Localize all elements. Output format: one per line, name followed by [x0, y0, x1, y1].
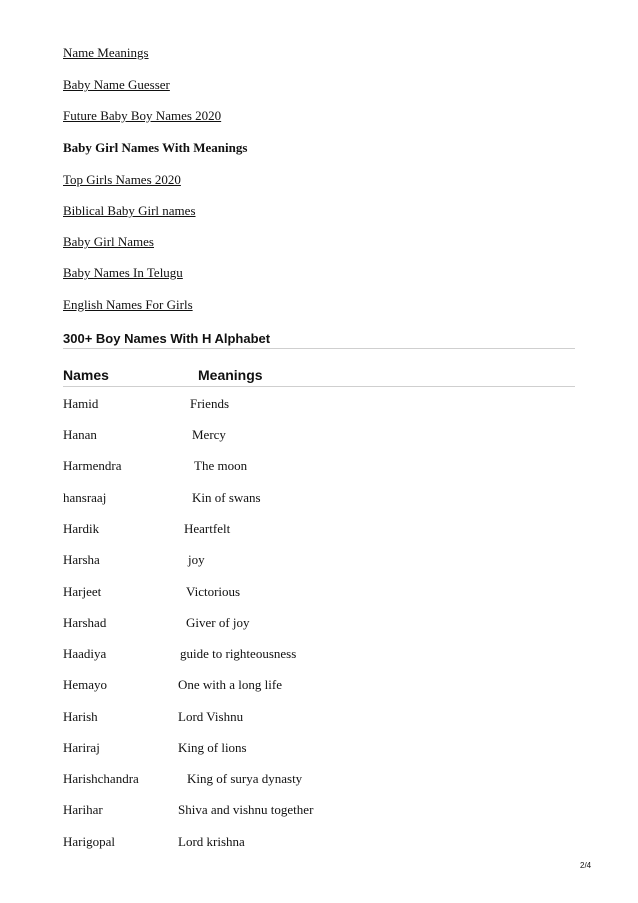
- table-row: [63, 646, 575, 666]
- section-heading: Baby Girl Names With Meanings: [63, 140, 248, 155]
- table-row: [63, 709, 575, 729]
- name-cell: Harmendra: [63, 458, 122, 473]
- meaning-cell: Mercy: [192, 427, 226, 442]
- table-row: [63, 834, 575, 854]
- link-baby-name-guesser[interactable]: Baby Name Guesser: [63, 77, 170, 92]
- meaning-cell: Friends: [190, 396, 229, 411]
- meaning-cell: Shiva and vishnu together: [178, 802, 314, 817]
- name-cell: hansraaj: [63, 490, 107, 505]
- name-cell: Harshad: [63, 615, 107, 630]
- meaning-cell: Lord krishna: [178, 834, 245, 849]
- name-cell: Hamid: [63, 396, 99, 411]
- title-divider: [63, 348, 575, 349]
- table-row: [63, 740, 575, 760]
- table-row: [63, 584, 575, 604]
- name-cell: Harjeet: [63, 584, 102, 599]
- table-row: [63, 490, 575, 510]
- link-top-girls-names-2020[interactable]: Top Girls Names 2020: [63, 172, 181, 187]
- meaning-cell: One with a long life: [178, 677, 282, 692]
- link-future-baby-boy-names-2020[interactable]: Future Baby Boy Names 2020: [63, 108, 222, 123]
- meaning-cell: Lord Vishnu: [178, 709, 244, 724]
- name-cell: Hanan: [63, 427, 97, 442]
- table-title: 300+ Boy Names With H Alphabet: [63, 331, 271, 346]
- meaning-cell: Heartfelt: [184, 521, 231, 536]
- table-row: [63, 396, 575, 416]
- name-cell: Harigopal: [63, 834, 115, 849]
- header-divider: [63, 386, 575, 387]
- name-cell: Harihar: [63, 802, 103, 817]
- table-row: [63, 552, 575, 572]
- name-cell: Haadiya: [63, 646, 107, 661]
- meaning-cell: King of surya dynasty: [187, 771, 303, 786]
- link-name-meanings[interactable]: Name Meanings: [63, 45, 149, 60]
- name-cell: Harishchandra: [63, 771, 139, 786]
- meaning-cell: King of lions: [178, 740, 247, 755]
- table-row: [63, 521, 575, 541]
- meaning-cell: Giver of joy: [186, 615, 250, 630]
- name-cell: Harish: [63, 709, 98, 724]
- link-biblical-baby-girl-names[interactable]: Biblical Baby Girl names: [63, 203, 196, 218]
- table-row: [63, 615, 575, 635]
- name-cell: Harsha: [63, 552, 100, 567]
- link-baby-girl-names[interactable]: Baby Girl Names: [63, 234, 154, 249]
- table-row: [63, 458, 575, 478]
- table-row: [63, 427, 575, 447]
- meaning-cell: Kin of swans: [192, 490, 261, 505]
- table-row: [63, 677, 575, 697]
- meaning-cell: The moon: [194, 458, 248, 473]
- header-names: Names: [63, 367, 109, 383]
- link-english-names-for-girls[interactable]: English Names For Girls: [63, 297, 193, 312]
- meaning-cell: guide to righteousness: [180, 646, 297, 661]
- table-row: [63, 771, 575, 791]
- header-meanings: Meanings: [198, 367, 263, 383]
- meaning-cell: Victorious: [186, 584, 241, 599]
- table-row: [63, 802, 575, 822]
- meaning-cell: joy: [188, 552, 205, 567]
- page-indicator: 2/4: [580, 861, 592, 870]
- link-baby-names-in-telugu[interactable]: Baby Names In Telugu: [63, 265, 183, 280]
- name-cell: Hemayo: [63, 677, 108, 692]
- name-cell: Hariraj: [63, 740, 100, 755]
- name-cell: Hardik: [63, 521, 100, 536]
